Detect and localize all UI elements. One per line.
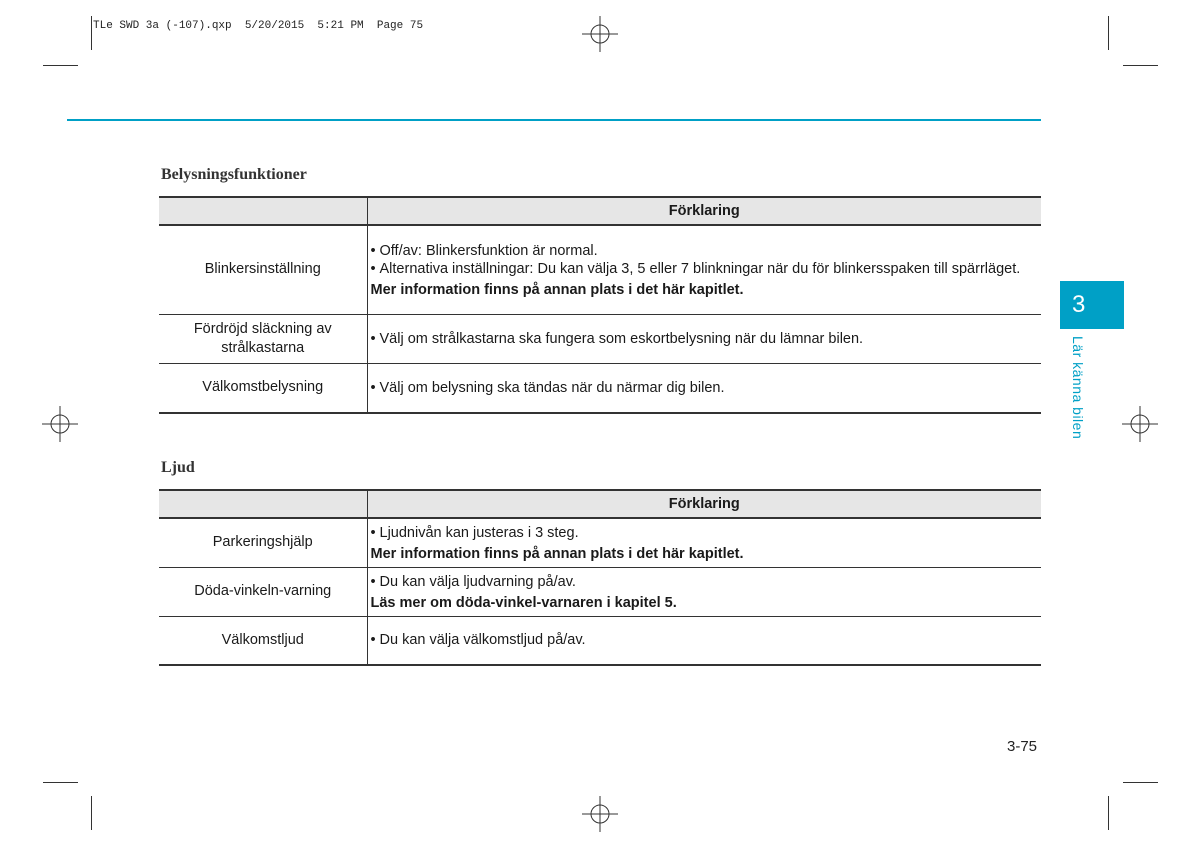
section-title-ljud: Ljud [161, 459, 195, 476]
page-number: 3-75 [1007, 738, 1038, 755]
bullet-item: • Du kan välja ljudvarning på/av. [370, 574, 576, 590]
registration-mark-icon [582, 796, 618, 832]
ljud-table [159, 489, 1041, 666]
table-row [159, 567, 1041, 616]
table-row [159, 225, 1041, 314]
note-text: Läs mer om döda-vinkel-varnaren i kapitel 5. [370, 595, 677, 611]
table-header-row [159, 197, 1041, 225]
belysning-table [159, 196, 1041, 414]
note-text: Mer information finns på annan plats i det här kapitlet. [370, 546, 744, 563]
column-header-explanation: Förklaring [367, 490, 1041, 518]
table-row [159, 363, 1041, 413]
row-label: Fördröjd släckning av strålkastarna [159, 314, 367, 363]
registration-mark-icon [1122, 406, 1158, 442]
chapter-number: 3 [1072, 291, 1086, 318]
row-label: Välkomstbelysning [159, 363, 367, 413]
bullet-item: • Off/av: Blinkersfunktion är normal. [370, 243, 598, 260]
bullet-item: • Alternativa inställningar: Du kan välja 3, 5 eller 7 blinkningar när du för blinkersspaken till spärrläget. [370, 261, 1021, 278]
chapter-tab [1060, 281, 1124, 329]
header-rule [67, 119, 1041, 121]
row-label: Döda-vinkeln-varning [159, 567, 367, 616]
chapter-title: Lär känna bilen [1070, 336, 1086, 440]
table-row [159, 616, 1041, 665]
bullet-item: • Välj om belysning ska tändas när du närmar dig bilen. [370, 379, 725, 396]
row-label: Blinkersinställning [159, 225, 367, 314]
bullet-item: • Ljudnivån kan justeras i 3 steg. [370, 525, 579, 542]
table-header-row [159, 490, 1041, 518]
column-header-explanation: Förklaring [367, 197, 1041, 225]
note-text: Mer information finns på annan plats i det här kapitlet. [370, 282, 744, 299]
section-title-belysning: Belysningsfunktioner [161, 166, 307, 183]
table-row [159, 314, 1041, 363]
row-label: Parkeringshjälp [159, 518, 367, 567]
print-slug: TLe SWD 3a (-107).qxp 5/20/2015 5:21 PM Page 75 [93, 20, 424, 32]
registration-mark-icon [582, 16, 618, 52]
table-row [159, 518, 1041, 567]
registration-mark-icon [42, 406, 78, 442]
bullet-item: • Välj om strålkastarna ska fungera som eskortbelysning när du lämnar bilen. [370, 330, 864, 347]
bullet-item: • Du kan välja välkomstljud på/av. [370, 632, 586, 649]
row-label: Välkomstljud [159, 616, 367, 665]
